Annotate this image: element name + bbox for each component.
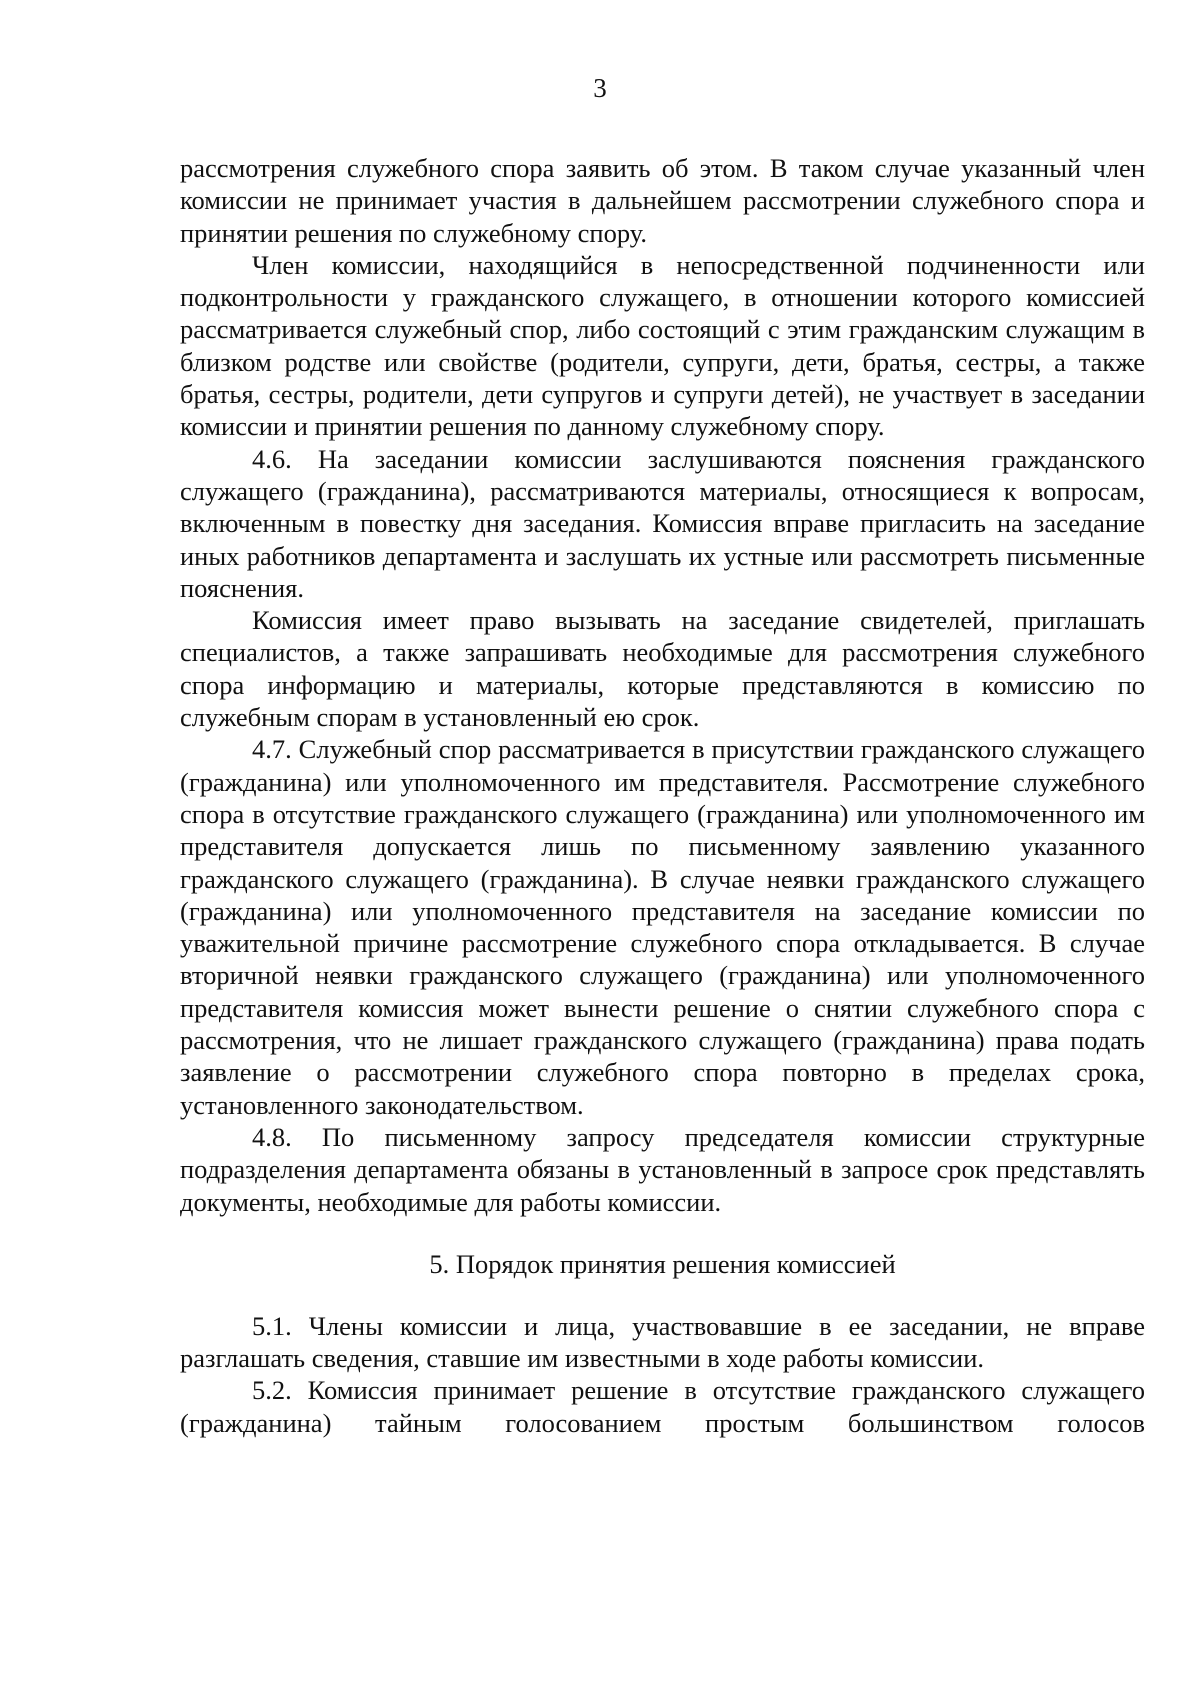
- document-body: [180, 152, 1145, 1439]
- paragraph-commission-member-relation: Член комиссии, находящийся в непосредственной подчиненности или подконтрольности у гражданского служащего, в отношении которого комиссией рассматривается служебный спор, либо состоящий с этим гражданским служащим в близком родстве или свойстве (родители, супруги, дети, братья, сестры, а также братья, сестры, родители, дети супругов и супруги детей), не участвует в заседании комиссии и принятии решения по данному служебному спору.: [180, 249, 1145, 442]
- paragraph-4-6: 4.6. На заседании комиссии заслушиваются пояснения гражданского служащего (гражданина), рассматриваются материалы, относящиеся к вопросам, включенным в повестку дня заседания. Комиссия вправе пригласить на заседание иных работников департамента и заслушать их устные или рассмотреть письменные пояснения.: [180, 443, 1145, 603]
- paragraph-5-1: 5.1. Члены комиссии и лица, участвовавшие в ее заседании, не вправе разглашать сведения, ставшие им известными в ходе работы комиссии.: [180, 1310, 1145, 1374]
- paragraph-4-6-rights: Комиссия имеет право вызывать на заседание свидетелей, приглашать специалистов, а также запрашивать необходимые для рассмотрения служебного спора информацию и материалы, которые представляются в комиссию по служебным спорам в установленный ею срок.: [180, 605, 1145, 733]
- paragraph-4-8: 4.8. По письменному запросу председателя комиссии структурные подразделения департамента обязаны в установленный в запросе срок представлять документы, необходимые для работы комиссии.: [180, 1121, 1145, 1217]
- paragraph-4-7: 4.7. Служебный спор рассматривается в присутствии гражданского служащего (гражданина) или уполномоченного им представителя. Рассмотрение служебного спора в отсутствие гражданского служащего (гражданина) или уполномоченного им представителя допускается лишь по письменному заявлению указанного гражданского служащего (гражданина). В случае неявки гражданского служащего (гражданина) или уполномоченного представителя на заседание комиссии по уважительной причине рассмотрение служебного спора откладывается. В случае вторичной неявки гражданского служащего (гражданина) или уполномоченного представителя комиссия может вынести решение о снятии служебного спора с рассмотрения, что не лишает гражданского служащего (гражданина) права подать заявление о рассмотрении служебного спора повторно в пределах срока, установленного законодательством.: [180, 734, 1145, 1120]
- paragraph-5-2: 5.2. Комиссия принимает решение в отсутствие гражданского служащего (гражданина) тайным голосованием простым большинством голосов: [180, 1375, 1145, 1438]
- paragraph-continuation: рассмотрения служебного спора заявить об этом. В таком случае указанный член комиссии не принимает участия в дальнейшем рассмотрении служебного спора и принятии решения по служебному спору.: [180, 153, 1145, 248]
- section-heading: 5. Порядок принятия решения комиссией: [429, 1248, 896, 1279]
- page-number: 3: [593, 73, 607, 103]
